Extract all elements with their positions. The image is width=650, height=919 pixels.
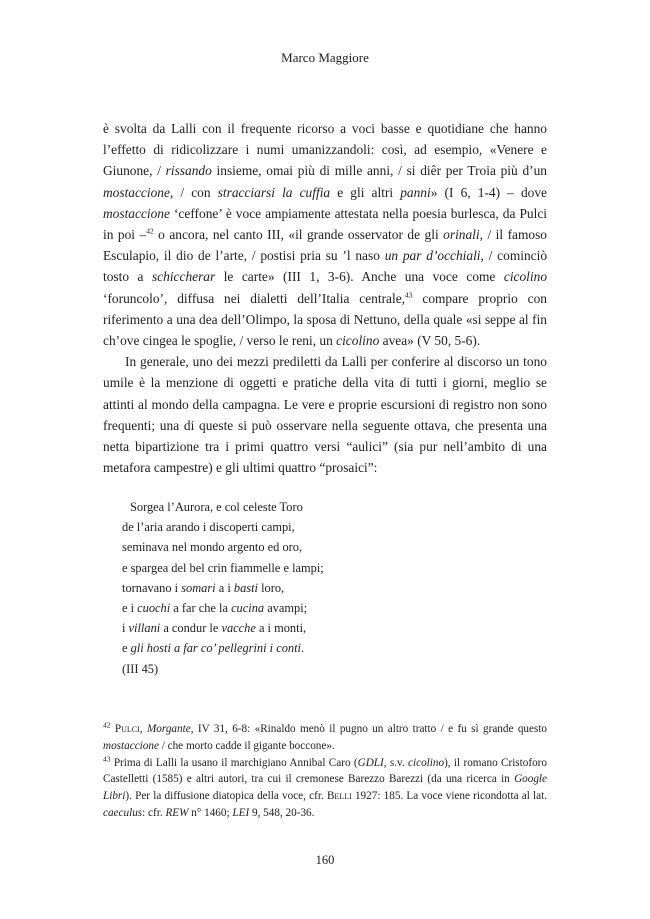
paragraph-2: In generale, uno dei mezzi prediletti da Lalli per conferire al discorso un tono umile è la menzione di oggetti e pratiche della vita di tutti i giorni, meglio se attinti al mondo della campagna. Le vere e proprie escursioni di registro non sono frequenti; una di queste si può osservare nella seguente ottava, che presenta una netta bipartizione tra i primi quattro versi “aulici” (sia pur nell’ambito di una metafora campestre) e gli ultimi quattro “prosaici”: <box>103 354 547 476</box>
page-number: 160 <box>315 853 335 867</box>
poem-line-7: i villani a condur le vacche a i monti, <box>122 621 307 636</box>
poem-line-6: e i cuochi a far che la cucina avampi; <box>122 601 308 616</box>
paragraph-1: è svolta da Lalli con il frequente ricorso a voci basse e quotidiane che hanno l’effetto di ridicolizzare i numi umanizzandoli: così, ad esempio, «Venere e Giunone, / rissando insieme, omai più di mille anni, / si diêr per Troia più d’un mostaccione, / con stracciarsi la cuffia e gli altri panni» (I 6, 1-4) – dove mostaccione ‘ceffone’ è voce ampiamente attestata nella poesia burlesca, da Pulci in poi –$^{42}$ o ancora, nel canto III, «il grande osservator de gli orinali, / il famoso Esculapio, il dio de l’arte, / postisi pria su ’l naso un par d’occhiali, / cominciò tosto a schiccherar le carte» (III 1, 3-6). Anche una voce come cicolino ‘foruncolo’, diffusa nei dialetti dell’Italia centrale,$^{43}$ compare proprio con riferimento a una dea dell’Olimpo, la sposa di Nettuno, della quale «si seppe al fin ch’ove cingea le spoglie, / verso le reni, un cicolino avea» (V 50, 5-6). <box>103 121 548 349</box>
footnote-43: $^{43}$ Prima di Lalli la usano il marchigiano Annibal Caro (GDLI, s.v. cicolino), il romano Cristoforo Castelletti (1585) e altri autori, tra cui il cremonese Barezzo Barezzi (da una ricerca in Google Libri). Per la diffusione diatopica della voce, cfr. Belli 1927: 185. La voce viene ricondotta al lat. caeculus: cfr. REW n° 1460; LEI 9, 548, 20-36. <box>103 753 547 819</box>
poem-line-5: tornavano i somari a i basti loro, <box>122 580 285 595</box>
footnote-42: $^{42}$ Pulci, Morgante, IV 31, 6-8: «Rinaldo menò il pugno un altro tratto / e fu sì grande questo mostaccione / che morto cadde il gigante boccone». <box>103 720 548 752</box>
poem-line-2: de l’aria arando i discoperti campi, <box>122 520 295 535</box>
poem-reference: (III 45) <box>122 661 159 676</box>
poem-quote <box>122 497 324 679</box>
footnote-ref-43[interactable]: 43 <box>405 290 413 300</box>
main-text <box>103 118 547 478</box>
poem-line-4: e spargea del bel crin fiammelle e lampi; <box>122 560 324 575</box>
poem-line-8: e gli hosti a far co’ pellegrini i conti. <box>122 641 305 656</box>
poem-line-3: seminava nel mondo argento ed oro, <box>122 540 303 555</box>
footnotes <box>103 721 547 822</box>
footnote-ref-42[interactable]: 42 <box>146 226 154 236</box>
poem-line-1: Sorgea l’Aurora, e col celeste Toro <box>130 500 303 514</box>
running-header: Marco Maggiore <box>281 50 369 65</box>
